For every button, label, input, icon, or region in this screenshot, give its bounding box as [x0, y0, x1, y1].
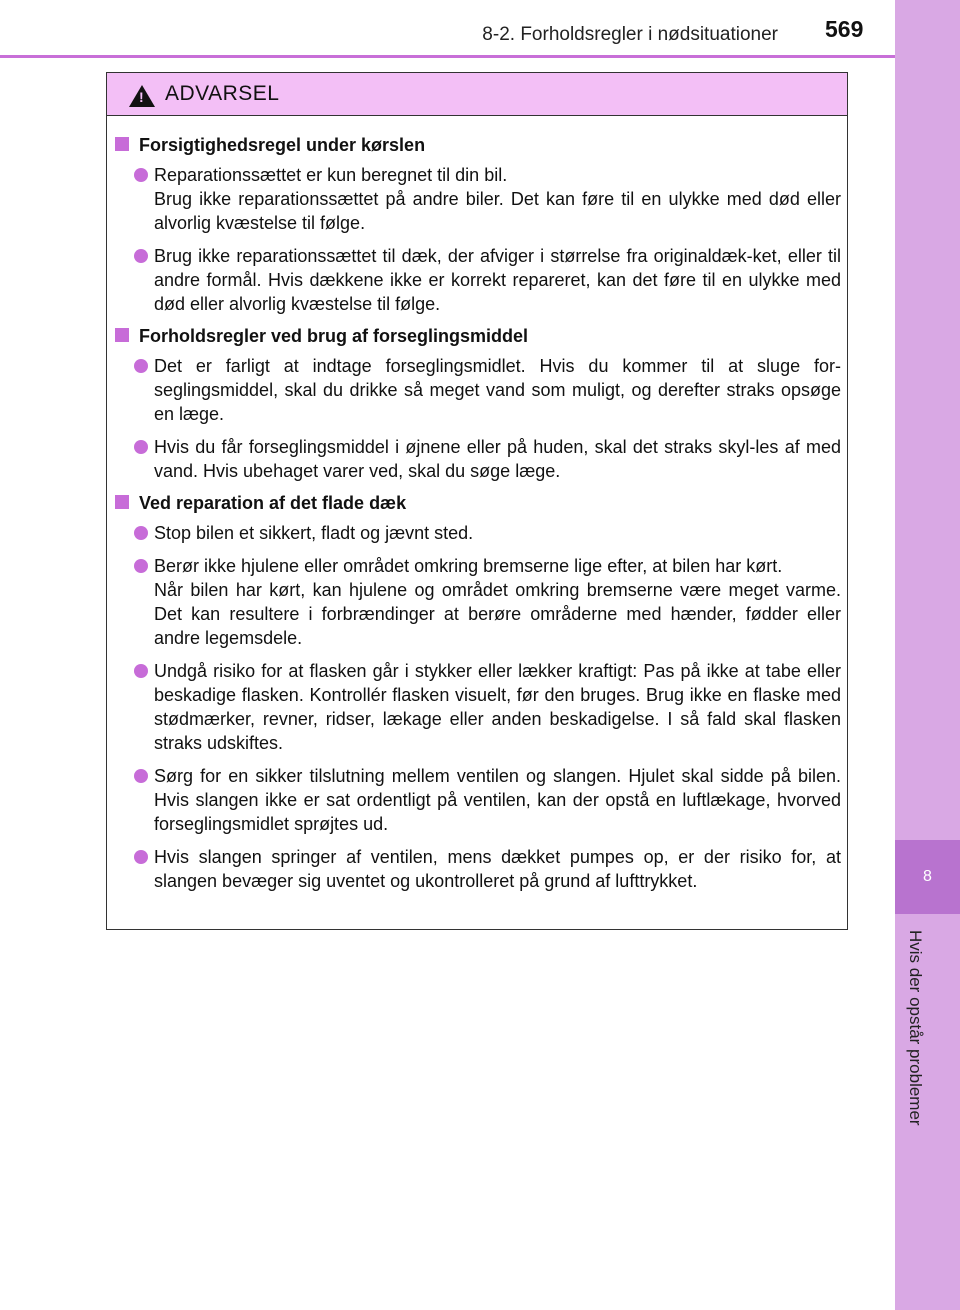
list-item [115, 163, 841, 235]
item-paragraph: Hvis du får forseglingsmiddel i øjnene eller på huden, skal det straks skyl-les af med vand. Hvis ubehaget varer ved, skal du søge læge. [154, 437, 841, 481]
round-bullet-icon [134, 249, 148, 263]
chapter-number: 8 [895, 840, 960, 914]
round-bullet-icon [134, 559, 148, 573]
warning-box [106, 72, 848, 930]
item-paragraph: Reparationssættet er kun beregnet til din bil. [154, 165, 508, 185]
section-heading [115, 492, 841, 515]
list-item [115, 521, 841, 545]
item-paragraph: Brug ikke reparationssættet til dæk, der afviger i størrelse fra originaldæk-ket, eller til andre formål. Hvis dækkene ikke er korrekt repareret, kan det føre til en ulykke med død eller alvorlig kvæstelse til følge. [154, 246, 841, 314]
item-paragraph: Når bilen har kørt, kan hjulene og området omkring bremserne være meget varme. Det kan resultere i forbrændinger at berøre områderne med hænder, fødder eller andre legemsdele. [154, 580, 841, 648]
item-paragraph: Sørg for en sikker tilslutning mellem ventilen og slangen. Hjulet skal sidde på bilen. Hvis slangen ikke er sat ordentligt på ventilen, kan der opstå en luftlækage, hvorved forseglingsmidlet sprøjtes ud. [154, 766, 841, 834]
item-paragraph: Det er farligt at indtage forseglingsmidlet. Hvis du kommer til at sluge for-seglingsmiddel, skal du drikke så meget vand som muligt, og derefter straks opsøge en læge. [154, 356, 841, 424]
warning-body [107, 116, 847, 893]
warning-title: ADVARSEL [165, 82, 280, 105]
item-paragraph: Stop bilen et sikkert, fladt og jævnt sted. [154, 523, 474, 543]
list-item [115, 659, 841, 755]
list-item [115, 435, 841, 483]
section-title: 8-2. Forholdsregler i nødsituationer [482, 24, 778, 45]
section-heading-text: Ved reparation af det flade dæk [139, 493, 407, 513]
round-bullet-icon [134, 168, 148, 182]
list-item [115, 764, 841, 836]
square-bullet-icon [115, 137, 129, 151]
header-rule [0, 55, 895, 58]
square-bullet-icon [115, 328, 129, 342]
warning-section [115, 134, 841, 316]
round-bullet-icon [134, 440, 148, 454]
warning-section [115, 492, 841, 893]
list-item [115, 845, 841, 893]
item-paragraph: Berør ikke hjulene eller området omkring bremserne lige efter, at bilen har kørt. [154, 556, 783, 576]
list-item [115, 244, 841, 316]
list-item [115, 354, 841, 426]
item-paragraph: Undgå risiko for at flasken går i stykker eller lækker kraftigt: Pas på ikke at tabe eller beskadige flasken. Kontrollér flasken visuelt, før den bruges. Brug ikke en flaske med stødmærker, revner, ridser, lækage eller anden beskadigelse. I så fald skal flasken straks udskiftes. [154, 661, 841, 753]
section-heading [115, 325, 841, 348]
warning-triangle-icon [129, 85, 155, 107]
round-bullet-icon [134, 769, 148, 783]
page-number: 569 [825, 16, 864, 42]
round-bullet-icon [134, 664, 148, 678]
section-heading-text: Forholdsregler ved brug af forseglingsmiddel [139, 326, 529, 346]
list-item [115, 554, 841, 650]
section-heading-text: Forsigtighedsregel under kørslen [139, 135, 426, 155]
warning-section [115, 325, 841, 483]
square-bullet-icon [115, 495, 129, 509]
round-bullet-icon [134, 850, 148, 864]
warning-header [107, 73, 847, 116]
item-paragraph: Brug ikke reparationssættet på andre biler. Det kan føre til en ulykke med død eller alvorlig kvæstelse til følge. [154, 189, 841, 233]
chapter-title: Hvis der opstår problemer [906, 930, 925, 1126]
round-bullet-icon [134, 359, 148, 373]
round-bullet-icon [134, 526, 148, 540]
item-paragraph: Hvis slangen springer af ventilen, mens dækket pumpes op, er der risiko for, at slangen bevæger sig uventet og ukontrolleret på grund af lufttrykket. [154, 847, 841, 891]
section-heading [115, 134, 841, 157]
